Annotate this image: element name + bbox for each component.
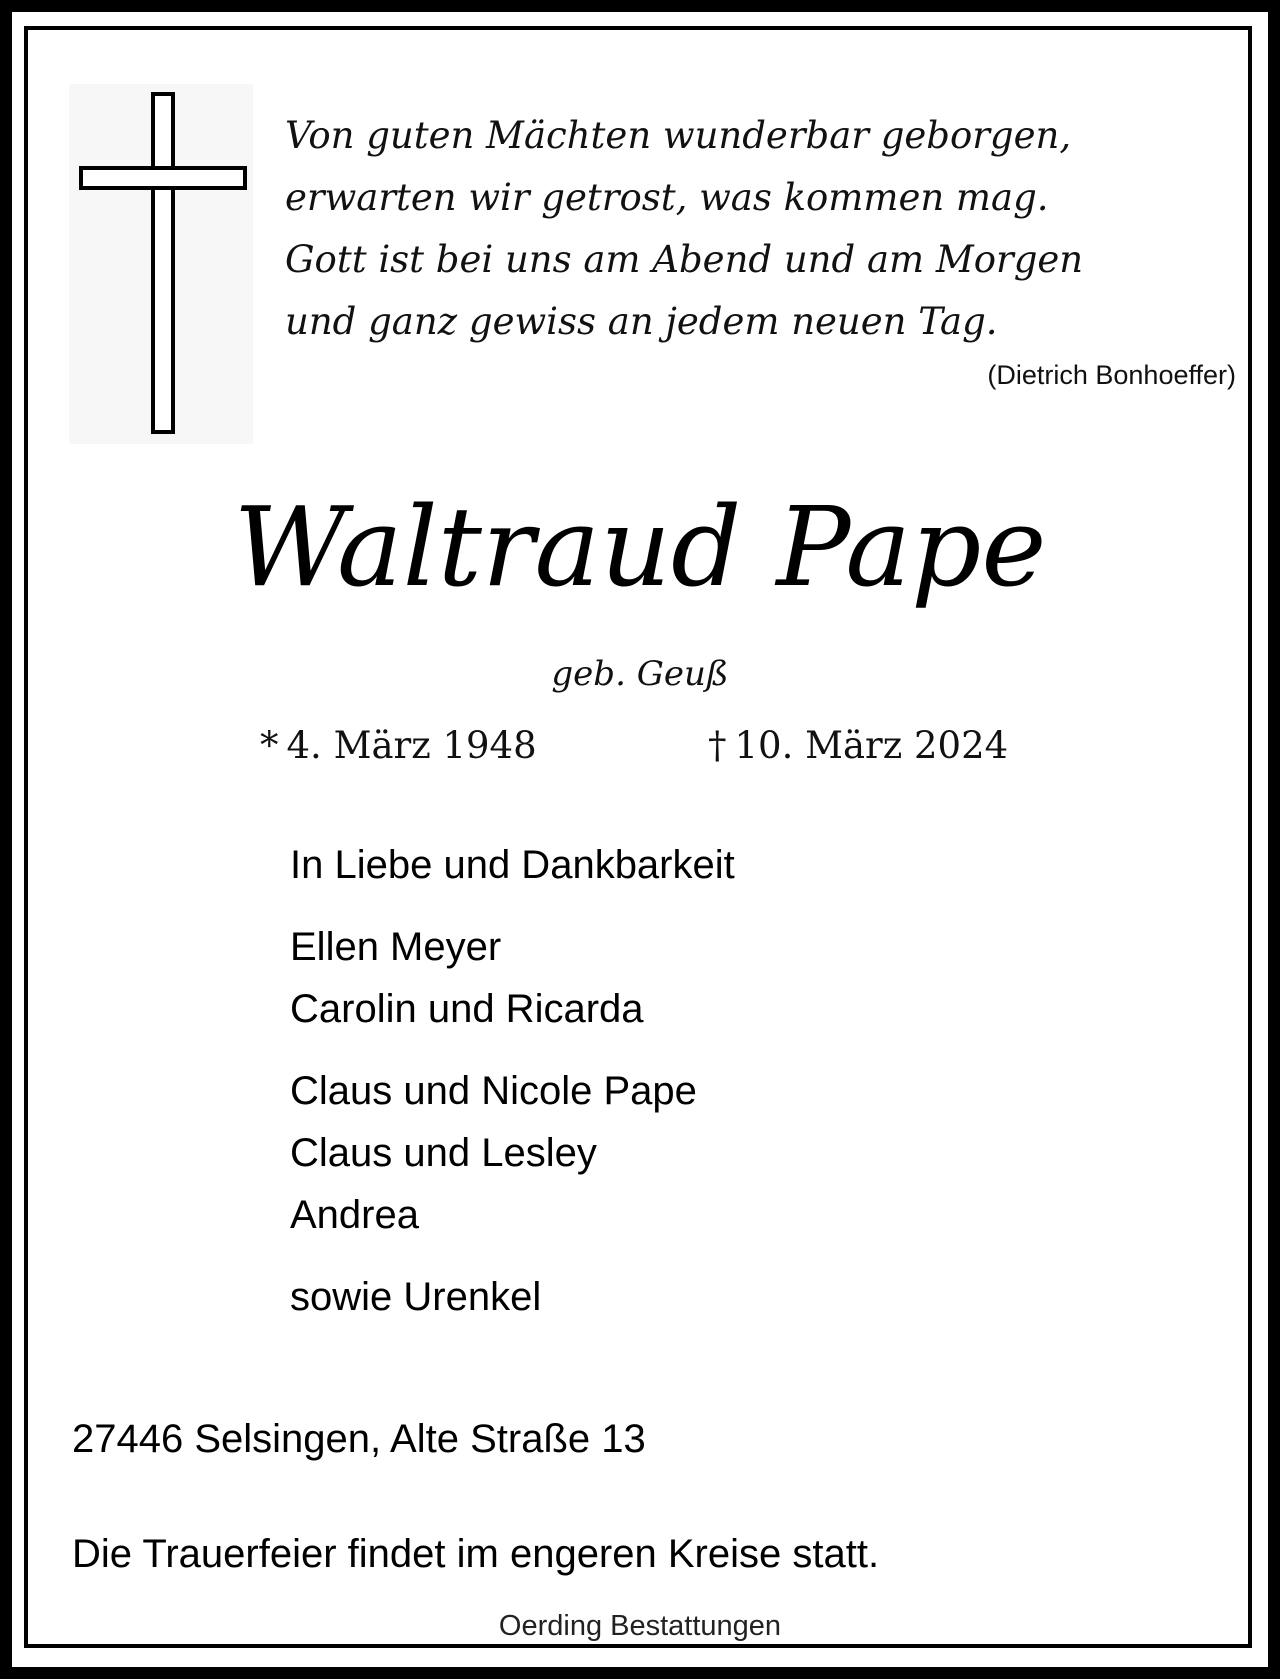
mourner-group (290, 1266, 735, 1328)
birth-date-line (260, 724, 537, 767)
mourner-group (290, 1060, 735, 1246)
quote-line: Von guten Mächten wunderbar geborgen, (285, 114, 1072, 157)
mourner-name: Claus und Nicole Pape (290, 1069, 697, 1113)
birth-date: 4. März 1948 (286, 724, 537, 767)
obituary-notice (12, 12, 1268, 1667)
bonhoeffer-quote (285, 105, 1083, 353)
maiden-name: geb. Geuß (551, 654, 729, 694)
mourner-name: Carolin und Ricarda (290, 987, 644, 1031)
deceased-name: Waltraud Pape (233, 483, 1047, 611)
mourner-name: Ellen Meyer (290, 925, 502, 969)
quote-line: und ganz gewiss an jedem neuen Tag. (285, 300, 998, 343)
quote-line: Gott ist bei uns am Abend und am Morgen (285, 238, 1084, 281)
latin-cross-icon (69, 84, 253, 444)
quote-author: (Dietrich Bonhoeffer) (987, 360, 1236, 390)
funeral-notice: Die Trauerfeier findet im engeren Kreise statt. (72, 1532, 880, 1576)
mourner-name: Andrea (290, 1193, 419, 1237)
mourner-name: sowie Urenkel (290, 1275, 542, 1319)
birth-symbol: * (260, 724, 279, 767)
quote-line: erwarten wir getrost, was kommen mag. (285, 176, 1049, 219)
death-symbol: † (708, 724, 727, 767)
mourner-group (290, 916, 735, 1040)
undertaker-name: Oerding Bestattungen (498, 1610, 782, 1642)
mourner-name: Claus und Lesley (290, 1131, 597, 1175)
death-date: 10. März 2024 (734, 724, 1009, 767)
mourners-list (290, 834, 735, 1348)
family-address: 27446 Selsingen, Alte Straße 13 (72, 1417, 646, 1461)
death-date-line (708, 724, 1008, 767)
mourners-intro: In Liebe und Dankbarkeit (290, 843, 735, 887)
